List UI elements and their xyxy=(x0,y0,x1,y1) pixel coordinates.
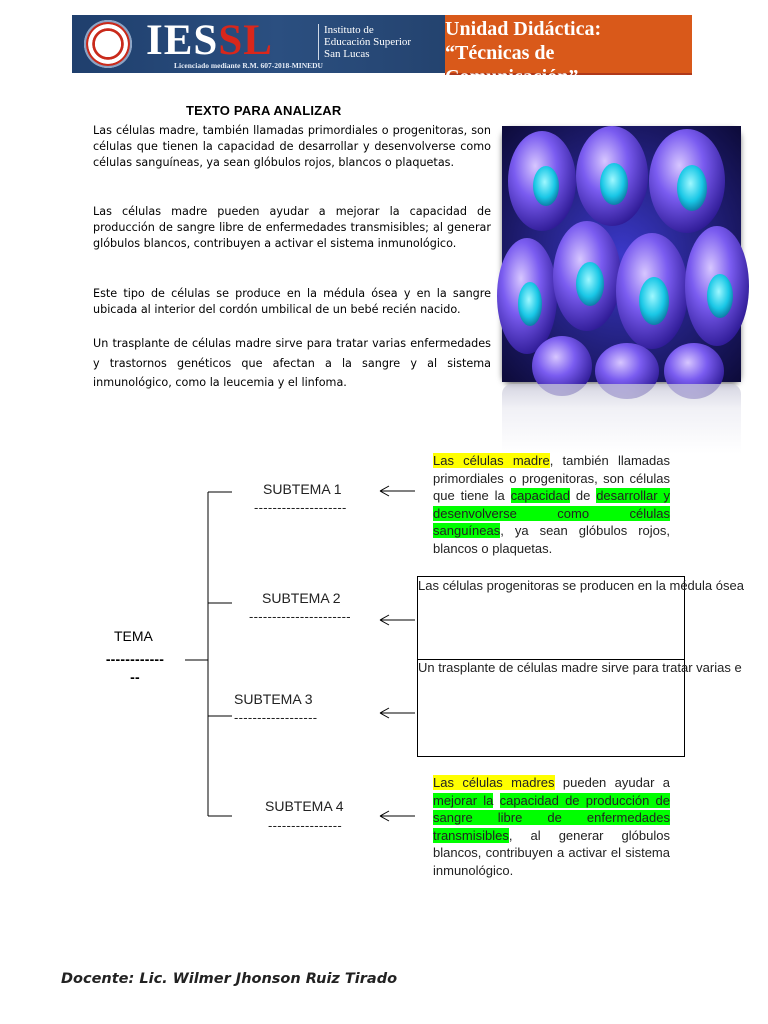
summary-1-text-1: , también llamadas primordiales o progenitoras, son células que tiene la xyxy=(433,453,670,504)
subtema-2-blank: ---------------------- xyxy=(249,609,351,624)
image-reflection xyxy=(502,384,741,454)
cell-group xyxy=(497,126,749,399)
subtema-1-blank: -------------------- xyxy=(254,500,347,515)
summary-1-highlight-1: Las células madre xyxy=(433,453,550,468)
tema-blank xyxy=(103,650,167,686)
summary-4-highlight-3: capacidad de producción de sangre libre de enfermedades transmisibles xyxy=(433,792,670,843)
institute-line-2: Educación Superior xyxy=(324,36,412,48)
stem-cells-illustration xyxy=(502,126,741,382)
header-banner xyxy=(72,15,692,88)
answer-box-2-text: Las células progenitoras se producen en la médula ósea xyxy=(418,578,744,593)
institute-logo-panel xyxy=(72,15,445,73)
summary-1-highlight-3: desarrollar y desenvolverse como células sanguíneas xyxy=(433,488,671,539)
paragraph-2: Las células madre pueden ayudar a mejorar la capacidad de producción de sangre libre de enfermedades transmisibles; al generar glóbulos blancos, contribuyen a activar el sistema inmunológico. xyxy=(93,205,491,251)
text-heading: TEXTO PARA ANALIZAR xyxy=(186,103,342,118)
logo-ies-text: IES xyxy=(146,17,219,64)
subtema-3-label: SUBTEMA 3 xyxy=(234,691,313,707)
answer-box-3-text: Un trasplante de células madre sirve para tratar varias e xyxy=(418,660,742,675)
arrow-icon-3 xyxy=(380,708,415,718)
institute-name xyxy=(318,24,411,60)
arrow-icon-1 xyxy=(380,486,415,496)
summary-1-highlight-2: capacidad xyxy=(510,488,570,504)
institute-line-1: Instituto de xyxy=(324,24,374,36)
tema-blank-line-1: ------------ xyxy=(105,651,165,667)
summary-4-highlight-1: Las células madres xyxy=(433,775,555,790)
logo-sl-text: SL xyxy=(218,17,273,64)
subtema-4-label: SUBTEMA 4 xyxy=(265,798,344,814)
summary-1-text-2: de xyxy=(569,488,597,504)
tema-blank-line-2: -- xyxy=(130,669,140,685)
summary-1 xyxy=(433,452,670,558)
subtema-2-label: SUBTEMA 2 xyxy=(262,590,341,606)
paragraph-1: Las células madre, también llamadas primordiales o progenitoras, son células que tienen la capacidad de desarrollar y desenvolverse como células sanguíneas, ya sean glóbulos rojos, blancos o plaquetas. xyxy=(93,124,491,170)
arrow-icon-4 xyxy=(380,811,415,821)
unit-title xyxy=(445,17,601,89)
summary-4-text-2 xyxy=(493,793,499,808)
license-text: Licenciado mediante R.M. 607-2018-MINEDU xyxy=(174,61,323,70)
summary-4 xyxy=(433,774,670,880)
arrow-icon-2 xyxy=(380,615,415,625)
institute-logo xyxy=(146,18,273,64)
paragraph-3: Este tipo de células se produce en la médula ósea y en la sangre ubicada al interior del cordón umbilical de un bebé recién nacido. xyxy=(93,287,491,317)
unit-title-line-1: Unidad Didáctica: xyxy=(445,18,602,40)
subtema-4-blank: ---------------- xyxy=(268,818,343,833)
institute-line-3: San Lucas xyxy=(324,48,370,60)
subtema-1-label: SUBTEMA 1 xyxy=(263,481,342,497)
institute-seal-icon xyxy=(84,20,132,68)
summary-1-text-3: , ya sean glóbulos rojos, blancos o plaquetas. xyxy=(433,523,670,556)
tema-label: TEMA xyxy=(114,628,153,644)
summary-4-highlight-2: mejorar la xyxy=(433,792,494,808)
unit-title-line-2: “Técnicas de xyxy=(445,42,555,64)
teacher-name: Docente: Lic. Wilmer Jhonson Ruiz Tirado xyxy=(61,971,398,987)
summary-4-text-1: pueden ayudar a xyxy=(554,775,671,790)
unit-title-panel xyxy=(445,15,692,88)
summary-4-text-3: , al generar glóbulos blancos, contribuyen a activar el sistema inmunológico. xyxy=(433,827,670,878)
paragraph-4: Un trasplante de células madre sirve para tratar varias enfermedades y trastornos genéticos que afectan a la sangre y al sistema inmunológico, como la leucemia y el linfoma. xyxy=(93,337,491,389)
unit-title-line-3: Comunicación” xyxy=(445,66,579,88)
stem-cells-image xyxy=(502,126,741,382)
subtema-3-blank: ------------------ xyxy=(234,710,318,725)
